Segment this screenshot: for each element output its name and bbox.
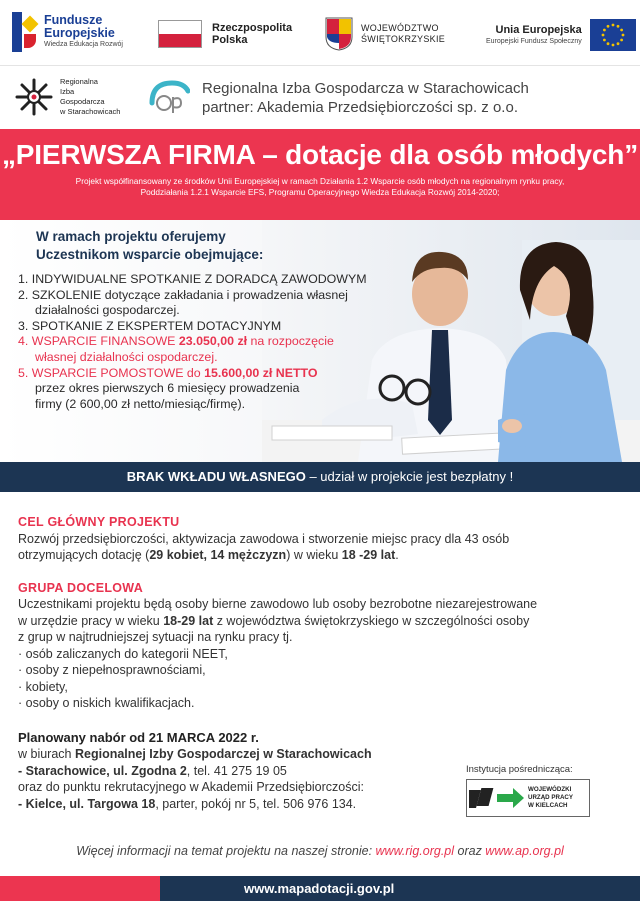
goal-heading: CEL GŁÓWNY PROJEKTU: [18, 515, 180, 529]
ap-link[interactable]: www.ap.org.pl: [485, 844, 564, 858]
recruit-line4: - Kielce, ul. Targowa 18, parter, pokój nr 5, tel. 506 976 134.: [18, 796, 357, 811]
footer: [0, 876, 640, 901]
fe-line2: Europejskie: [44, 26, 115, 40]
fundusze-europejskie-logo: [12, 12, 123, 52]
list-item: [18, 366, 398, 413]
mapadotacji-link[interactable]: www.mapadotacji.gov.pl: [244, 881, 395, 896]
fe-mark-icon: [12, 12, 38, 52]
wup-line2: URZĄD PRACY: [528, 794, 574, 801]
coat-of-arms-icon: [325, 17, 353, 51]
unia-europejska-logo: [486, 19, 636, 51]
target-bullet-2: · osoby z niepełnosprawnościami,: [18, 663, 206, 677]
rp-line1: Rzeczpospolita: [212, 22, 293, 34]
recruit-line2: - Starachowice, ul. Zgodna 2, tel. 41 275 19 05: [18, 763, 287, 778]
target-bullet-3: · kobiety,: [18, 679, 68, 694]
offer-heading-line1: W ramach projektu oferujemy: [36, 229, 226, 244]
subtitle-line2: Poddziałania 1.2.1 Wsparcie EFS, Programu Operacyjnego Wiedza Edukacja Rozwój 2014-2020;: [140, 187, 500, 197]
offer-item-5: 5. WSPARCIE POMOSTOWE do: [18, 365, 205, 380]
title-band: [0, 129, 640, 220]
rig-logo: [14, 77, 120, 117]
free-participation-band: [0, 462, 640, 492]
target-line2: w urzędzie pracy w wieku 18-29 lat z województwa świętokrzyskiego w szczególności osoby: [18, 613, 530, 628]
offer-item-4-amount: 23.050,00 zł: [178, 334, 248, 349]
offer-item-4: 4. WSPARCIE FINANSOWE: [18, 334, 179, 349]
offer-list: [18, 272, 398, 412]
organizer-row: [0, 67, 640, 129]
wup-arrow-icon: [469, 782, 525, 814]
target-bullet-4: · osoby o niskich kwalifikacjach.: [18, 696, 195, 710]
offer-item-5-cont: przez okres pierwszych 6 miesięcy prowadzenia: [35, 381, 300, 396]
recruit-line3: oraz do punktu rekrutacyjnego w Akademii Przedsiębiorczości:: [18, 780, 365, 794]
wup-logo: [466, 779, 590, 817]
no-own-contribution: BRAK WKŁADU WŁASNEGO: [126, 469, 306, 484]
wup-line1: WOJEWÓDZKI: [528, 786, 572, 793]
fe-line1: Fundusze: [44, 13, 103, 27]
rig-line4: w Starachowicach: [60, 107, 121, 116]
offer-item-5-amount: 15.600,00 zł NETTO: [204, 365, 318, 380]
rzeczpospolita-logo: [158, 20, 292, 48]
rp-line2: Polska: [212, 34, 248, 46]
offer-item-4-rest: na rozpoczęcie: [247, 334, 334, 349]
list-item: [18, 334, 398, 365]
ws-line2: ŚWIĘTOKRZYSKIE: [361, 34, 446, 44]
wup-line3: W KIELCACH: [528, 802, 568, 809]
recruit-line1: w biurach Regionalnej Izby Gospodarczej w Starachowicach: [18, 747, 372, 761]
list-item: [18, 319, 398, 335]
offer-item-5-cont2: firmy (2 600,00 zł netto/miesiąc/firmę).: [35, 396, 246, 411]
intermediate-institution: [466, 764, 626, 817]
offer-section: [0, 220, 640, 462]
rig-line1: Regionalna: [60, 77, 98, 86]
more-info: [0, 844, 640, 858]
target-heading: GRUPA DOCELOWA: [18, 580, 144, 595]
free-text: – udział w projekcie jest bezpłatny !: [305, 469, 514, 484]
wojewodztwo-logo: [325, 17, 445, 51]
target-line1: Uczestnikami projektu będą osoby bierne zawodowo lub osoby bezrobotne niezarejestrowane: [18, 597, 538, 611]
footer-bar: [160, 876, 640, 901]
offer-item-3: 3. SPOTKANIE Z EKSPERTEM DOTACYJNYM: [18, 318, 282, 333]
list-item: [18, 272, 398, 288]
org-partner: partner: Akademia Przedsiębiorczości sp. z o.o.: [202, 99, 518, 116]
list-item: [18, 288, 398, 319]
offer-item-1: 1. INDYWIDUALNE SPOTKANIE Z DORADCĄ ZAWODOWYM: [18, 272, 367, 286]
offer-item-2-cont: działalności gospodarczej.: [35, 303, 180, 318]
rig-line3: Gospodarcza: [60, 97, 105, 106]
offer-item-2: 2. SZKOLENIE dotyczące zakładania i prowadzenia własnej: [18, 287, 348, 302]
target-line3: z grup w najtrudniejszej sytuacji na rynku pracy tj.: [18, 630, 293, 644]
offer-heading-line2: Uczestnikom wsparcie obejmujące:: [36, 247, 264, 262]
rig-emblem-icon: [14, 77, 54, 117]
eu-flag-icon: [590, 19, 636, 51]
polish-flag-icon: [158, 20, 202, 48]
logo-strip: [0, 0, 640, 66]
more-info-text: Więcej informacji na temat projektu na naszej stronie:: [76, 844, 376, 858]
subtitle-line1: Projekt współfinansowany ze środków Unii Europejskiej w ramach Działania 1.2 Wsparcie osób młodych na regionalnym rynku pracy,: [75, 176, 565, 186]
main-title: „PIERWSZA FIRMA – dotacje dla osób młodych”: [2, 139, 638, 170]
rig-line2: Izba: [60, 87, 75, 96]
fe-line3: Wiedza Edukacja Rozwój: [44, 41, 123, 48]
rig-link[interactable]: www.rig.org.pl: [375, 844, 455, 858]
ws-line1: WOJEWÓDZTWO: [361, 23, 439, 33]
recruitment-heading: Planowany nabór od 21 MARCA 2022 r.: [18, 729, 259, 745]
ue-line1: Unia Europejska: [495, 23, 582, 36]
offer-item-4-cont: własnej działalności ospodarczej.: [35, 349, 218, 364]
institution-label: Instytucja pośrednicząca:: [466, 764, 573, 775]
goal-line2: otrzymujących dotację (29 kobiet, 14 mężczyzn) w wieku 18 -29 lat.: [18, 548, 399, 562]
footer-accent: [0, 876, 160, 901]
org-name: Regionalna Izba Gospodarcza w Starachowicach: [202, 80, 529, 97]
ap-logo-icon: [148, 79, 190, 115]
goal-line1: Rozwój przedsiębiorczości, aktywizacja zawodowa i stworzenie miejsc pracy dla 43 osób: [18, 531, 510, 546]
ue-line2: Europejski Fundusz Społeczny: [486, 37, 582, 45]
target-bullet-1: · osób zaliczanych do kategorii NEET,: [18, 646, 228, 661]
more-info-mid: oraz: [454, 844, 486, 858]
